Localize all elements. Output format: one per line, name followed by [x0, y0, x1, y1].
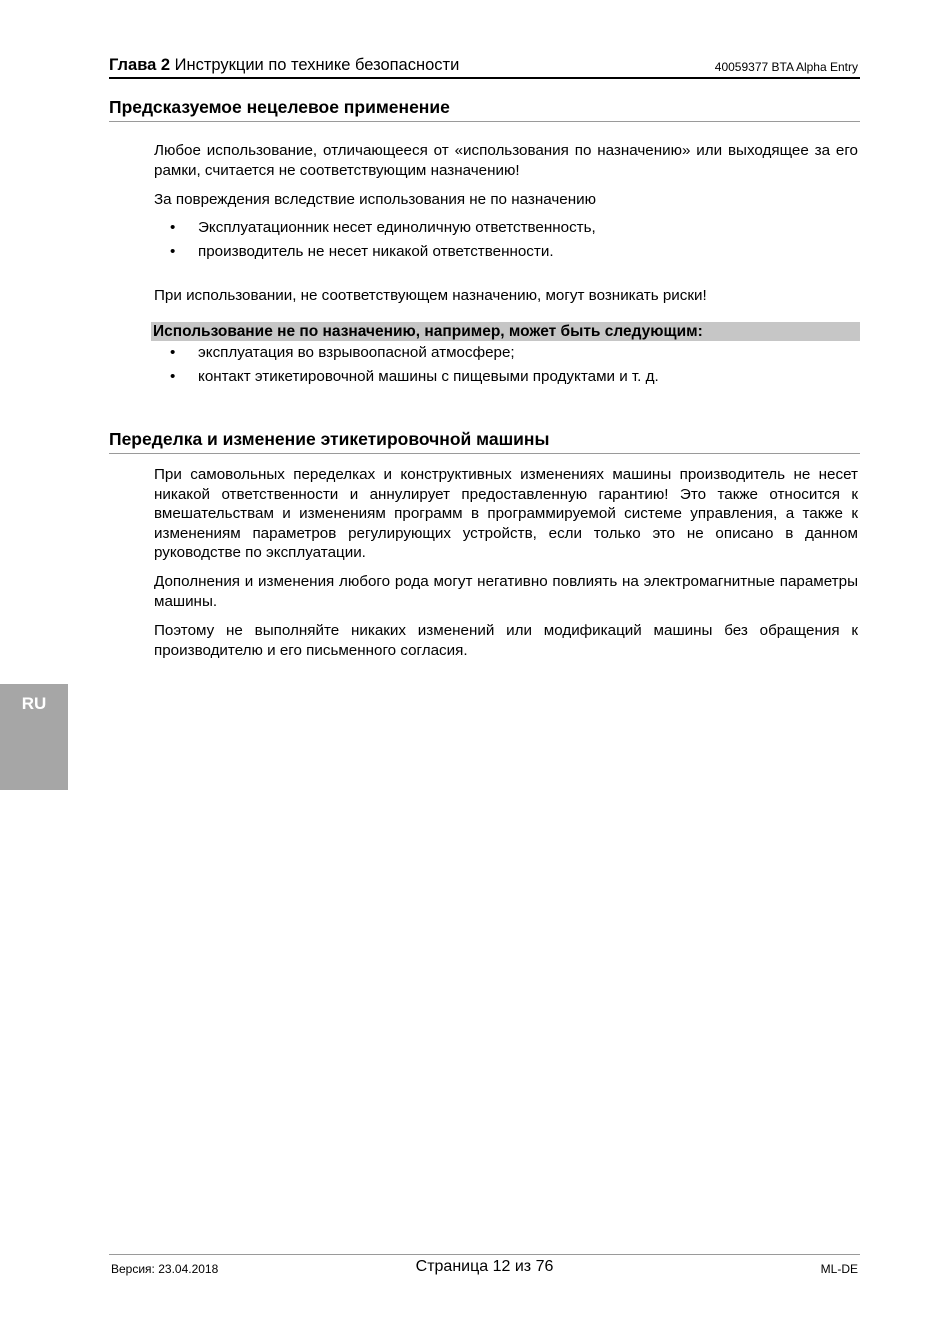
page-number: Страница 12 из 76: [415, 1258, 554, 1275]
modification-paragraph-1: При самовольных переделках и конструктивных изменениях машины производитель не несет никакой ответственности и аннулирует предоставленную гарантию! Это также относится к вмешательствам и изменениям программ в программируемой системе управления, а также к изменениям параметров регулирующих устройств, если только это не описано в данном руководстве по эксплуатации.: [154, 466, 858, 561]
modification-paragraph-2: Дополнения и изменения любого рода могут негативно повлиять на электромагнитные параметры машины.: [154, 573, 858, 610]
language-code: ML-DE: [820, 1262, 858, 1276]
bullet-icon: •: [170, 243, 176, 260]
chapter-heading: [109, 56, 459, 75]
misuse-paragraph-1: Любое использование, отличающееся от «использования по назначению» или выходящее за его рамки, считается не соответствующим назначению!: [154, 142, 858, 179]
list-item: [154, 218, 858, 242]
liability-list: [154, 218, 858, 266]
risk-warning: При использовании, не соответствующем назначению, могут возникать риски!: [154, 287, 707, 304]
list-item-text: производитель не несет никакой ответственности.: [198, 243, 554, 260]
bullet-icon: •: [170, 219, 176, 236]
list-item-text: контакт этикетировочной машины с пищевыми продуктами и т. д.: [198, 368, 659, 385]
list-item: [154, 343, 858, 367]
chapter-label: Глава 2: [109, 56, 171, 74]
misuse-examples-heading: Использование не по назначению, например, может быть следующим:: [151, 322, 860, 341]
section-title-modification: Переделка и изменение этикетировочной машины: [109, 429, 860, 454]
document-id: 40059377 BTA Alpha Entry: [714, 60, 858, 74]
chapter-title: Инструкции по технике безопасности: [174, 56, 460, 74]
list-item-text: Эксплуатационник несет единоличную ответственность,: [198, 219, 596, 236]
version-date: Версия: 23.04.2018: [111, 1262, 219, 1276]
page-footer: [109, 1254, 860, 1285]
list-item: [154, 242, 858, 266]
misuse-paragraph-2: За повреждения вследствие использования не по назначению: [154, 191, 596, 208]
misuse-examples-list: [154, 343, 858, 391]
language-tab: RU: [0, 684, 68, 790]
bullet-icon: •: [170, 368, 176, 385]
page-header: [109, 56, 860, 79]
bullet-icon: •: [170, 344, 176, 361]
list-item-text: эксплуатация во взрывоопасной атмосфере;: [198, 344, 515, 361]
modification-paragraph-3: Поэтому не выполняйте никаких изменений или модификаций машины без обращения к производителю и его письменного согласия.: [154, 622, 858, 659]
section-title-misuse: Предсказуемое нецелевое применение: [109, 97, 860, 122]
list-item: [154, 367, 858, 391]
